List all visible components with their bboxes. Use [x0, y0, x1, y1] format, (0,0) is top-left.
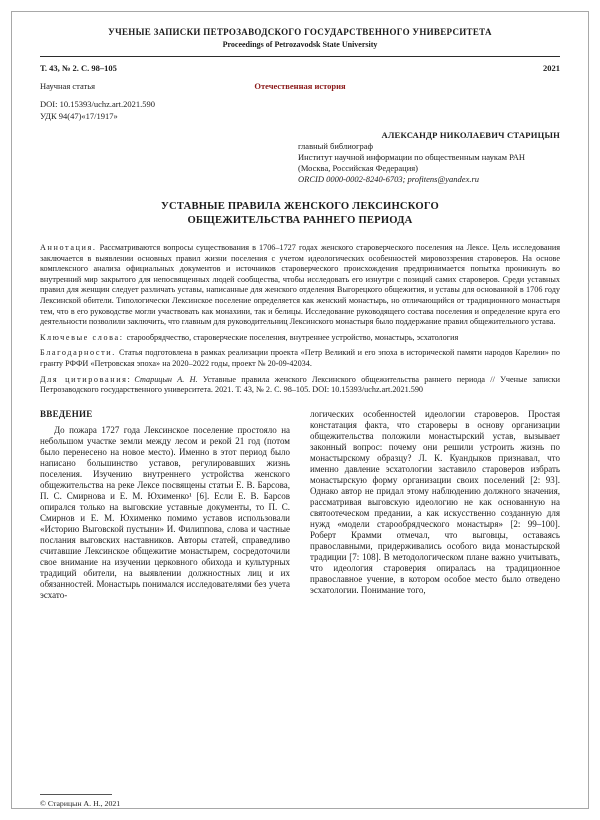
issue-meta-row [40, 63, 560, 73]
article-type: Научная статья [40, 81, 96, 91]
author-name: АЛЕКСАНДР НИКОЛАЕВИЧ СТАРИЦЫН [381, 130, 560, 140]
header-rule [40, 56, 560, 57]
citation-author: Старицын А. Н. [134, 374, 198, 384]
column-left-text: До пожара 1727 года Лексинское поселение простояло на небольшом участке земли между лесом и рекой 21 год (потом было перенесено на новое место). Именно в этот период было написано большинство уставов, регулировавших жизнь поселения. Изучению внутреннего устройства женского общежительства на реке Лексе посвящены статьи Е. В. Барсова, П. С. Смирнова и Е. М. Юхименко¹ [6]. Если Е. В. Барсов опирался только на выговские уставные документы, то П. С. Смирнов и Е. М. Юхименко помимо уставов использовали «Историю Выговской пустыни» И. Филиппова, слова и частные послания выговских наставников. Авторы статей, справедливо считавшие Лексинское общежитие монастырем, сосредоточили свое внимание на изучении церковного обихода и культурных традиций обители, на выявлении должностных лиц и их обязанностей. Монастырь понимался исследователями без учета эсхато- [40, 424, 290, 600]
citation-label: Для цитирования: [40, 374, 132, 384]
article-title [40, 200, 560, 228]
citation-text: Уставные правила женского Лексинского общежительства раннего периода // Ученые записки Петрозаводского государственного университета. 2021. Т. 43, № 2. С. 98–105. DOI: 10.15393/uchz.art.2021.590 [40, 374, 560, 395]
abstract-label: Аннотация. [40, 243, 97, 252]
acknowledgments-label: Благодарности. [40, 348, 116, 358]
author-affiliation: Институт научной информации по общественным наукам РАН [298, 152, 526, 162]
issue-year: 2021 [543, 63, 560, 73]
article-title-line-1: УСТАВНЫЕ ПРАВИЛА ЖЕНСКОГО ЛЕКСИНСКОГО [161, 201, 439, 212]
volume-pages: Т. 43, № 2. С. 98–105 [40, 63, 117, 73]
footnote-rule [40, 794, 112, 795]
page-footer [40, 794, 120, 808]
column-left [40, 409, 290, 601]
introduction-heading: ВВЕДЕНИЕ [40, 408, 93, 419]
journal-title-ru: УЧЕНЫЕ ЗАПИСКИ ПЕТРОЗАВОДСКОГО ГОСУДАРСТВЕННОГО УНИВЕРСИТЕТА [108, 27, 492, 37]
author-block [298, 130, 560, 185]
journal-title-en: Proceedings of Petrozavodsk State University [222, 40, 378, 49]
article-title-line-2: ОБЩЕЖИТЕЛЬСТВА РАННЕГО ПЕРИОДА [187, 215, 413, 226]
acknowledgments-text: Статья подготовлена в рамках реализации проекта «Петр Великий и его эпоха в исторической памяти народов Карелии» по гранту РФФИ «Петровская эпоха» на 2020–2022 годы, проект № 20-09-42034. [40, 348, 560, 368]
section-label: Отечественная история [254, 81, 346, 91]
keywords [40, 333, 560, 344]
author-contact: ORCID 0000-0002-8240-6703; profitens@yandex.ru [298, 174, 480, 184]
citation [40, 375, 560, 396]
column-right-text: логических особенностей идеологии староверов. Простая констатация факта, что староверы в основу организации общежительства положили монастырский устав, вызывает законный вопрос: почему они решили устроить жизнь по монастырскому образцу? Л. К. Куандыков признавал, что именно давление эсхатологии заставило староверов избрать монастырскую форму организации своих поселений [2: 93]. Однако автор не придал этому наблюдению должного значения, рассматривая выговскую идеологию не как основанную на святоотеческом предании, а как искусственно созданную для нужд «модели старообрядческого монастыря» [2: 99–100]. Роберт Крамми отмечал, что выговцы, оставаясь православными, придерживались особого вида монастырской традиции [7: 108]. В методологическом плане важно учитывать, что идеология староверия опиралась на традиционное православное учение, в котором особое место было отведено эсхатологии. Понимание того, [310, 408, 560, 595]
abstract [40, 243, 560, 328]
article-type-row [40, 81, 560, 92]
doi: DOI: 10.15393/uchz.art.2021.590 [40, 99, 155, 109]
udk: УДК 94(47)«17/1917» [40, 111, 118, 121]
column-right [310, 409, 560, 601]
abstract-text: Рассматриваются вопросы существования в 1706–1727 годах женского староверческого поселения на Лексе. Цель исследования заключается в выявлении основных правил жизни поселения с учетом идеологических особенностей мировоззрения староверов. На основе комплексного анализа официальных документов и источников староверческого происхождения предпринимается попытка проникнуть во внутренний мир закрытого для непосвященных людей сообщества, чтобы исследовать его изнутри с позиций самих староверов. Среди уставных правил для женщин следует различать уставы, написанные для женского отделения Выгорецкого общежития, и уставы для основанной в 1706 году Лексинской обители. Типологически Лексинское поселение определяется как женский монастырь, но отличающийся от традиционного монастыря тем, что в его руководстве могли участвовать как монахини, так и белицы. Исследование руководящего состава поселения и определение круга его деятельности позволили заключить, что главным для руководительниц Лексинского монастыря было поддержание правил общежительного устава. [40, 243, 560, 327]
acknowledgments [40, 348, 560, 369]
body-columns [40, 409, 560, 601]
copyright: © Старицын А. Н., 2021 [40, 799, 121, 808]
author-location: (Москва, Российская Федерация) [298, 163, 419, 173]
author-position: главный библиограф [298, 141, 374, 151]
keywords-text: старообрядчество, староверческие поселения, внутреннее устройство, монастырь, эсхатология [126, 332, 459, 342]
keywords-label: Ключевые слова: [40, 332, 124, 342]
